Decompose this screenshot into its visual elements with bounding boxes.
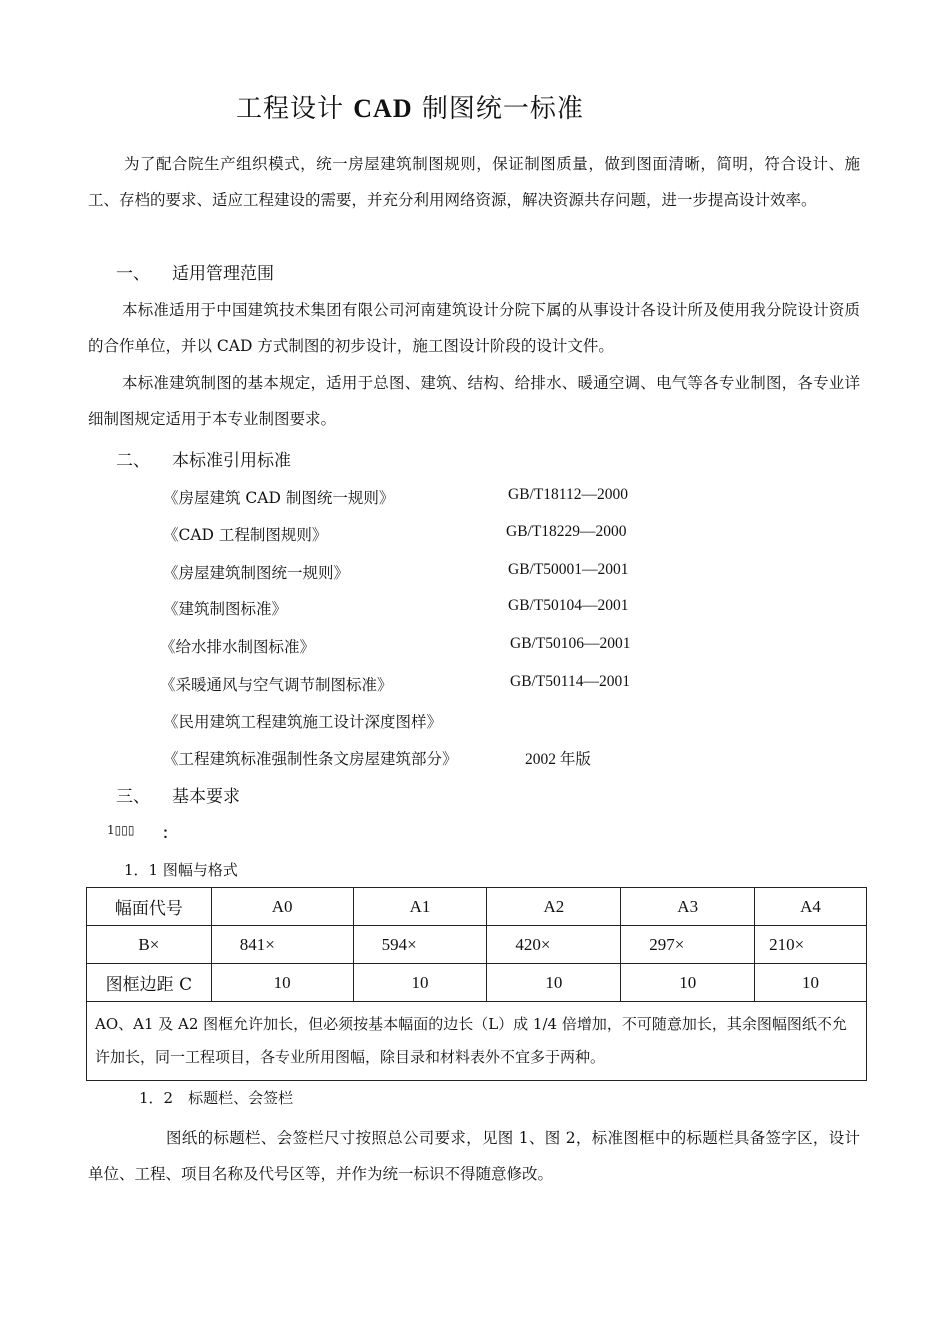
reference-code: GB/T50106—2001	[510, 635, 631, 652]
section-1-paragraph-1: 本标准适用于中国建筑技术集团有限公司河南建筑设计分院下属的从事设计各设计所及使用我分院设计资质的合作单位，并以 CAD 方式制图的初步设计，施工图设计阶段的设计文件。	[88, 301, 860, 355]
reference-title: 《给水排水制图标准》	[160, 638, 316, 656]
table-row	[87, 888, 867, 926]
table-row	[87, 926, 867, 964]
table-cell: 594×	[353, 926, 487, 964]
page-title: 工程设计 CAD 制图统一标准	[236, 94, 584, 124]
reference-code: 2002 年版	[525, 751, 591, 768]
table-cell: 420×	[487, 926, 621, 964]
section-1-number: 一、	[116, 264, 150, 284]
table-cell: A1	[353, 888, 487, 926]
reference-code: GB/T18112—2000	[508, 486, 628, 503]
reference-title: 《工程建筑标准强制性条文房屋建筑部分》	[163, 750, 458, 768]
reference-code: GB/T50001—2001	[508, 561, 629, 578]
table-cell: 10	[353, 964, 487, 1002]
table-cell: 10	[621, 964, 755, 1002]
paper-format-table	[86, 887, 867, 1081]
item-1-2-paragraph: 图纸的标题栏、会签栏尺寸按照总公司要求，见图 1、图 2，标准图框中的标题栏具备签字区，设计单位、工程、项目名称及代号区等，并作为统一标识不得随意修改。	[88, 1129, 860, 1183]
section-1-title: 适用管理范围	[172, 264, 274, 284]
section-1-paragraph-2: 本标准建筑制图的基本规定，适用于总图、建筑、结构、给排水、暖通空调、电气等各专业制图，各专业详细制图规定适用于本专业制图要求。	[88, 374, 860, 428]
section-3-number: 三、	[116, 787, 150, 807]
table-cell: 10	[487, 964, 621, 1002]
reference-code: GB/T50114—2001	[510, 673, 630, 690]
reference-title: 《民用建筑工程建筑施工设计深度图样》	[163, 713, 443, 731]
table-row	[87, 964, 867, 1002]
reference-title: 《建筑制图标准》	[163, 600, 288, 618]
reference-title: 《CAD 工程制图规则》	[163, 526, 328, 544]
item-1-2-heading: 1．2 标题栏、会签栏	[139, 1089, 294, 1107]
table-cell: A3	[621, 888, 755, 926]
table-cell: 幅面代号	[87, 888, 212, 926]
table-cell: 10	[211, 964, 353, 1002]
section-2-number: 二、	[116, 451, 150, 471]
table-note: AO、A1 及 A2 图框允许加长，但必须按基本幅面的边长（L）成 1/4 倍增加，不可随意加长，其余图幅图纸不允许加长，同一工程项目，各专业所用图幅，除目录和材料表外不宜多于两种。	[87, 1002, 867, 1081]
table-cell: A2	[487, 888, 621, 926]
table-row	[87, 1002, 867, 1081]
reference-title: 《采暖通风与空气调节制图标准》	[160, 676, 393, 694]
section-2-title: 本标准引用标准	[172, 451, 291, 471]
table-cell: 210×	[755, 926, 867, 964]
table-cell: A0	[211, 888, 353, 926]
table-cell: A4	[755, 888, 867, 926]
item-1-label: 1▯▯▯	[107, 823, 135, 837]
table-cell: B×	[87, 926, 212, 964]
table-cell: 10	[755, 964, 867, 1002]
reference-code: GB/T50104—2001	[508, 597, 629, 614]
table-cell: 图框边距 C	[87, 964, 212, 1002]
item-1-colon: ：	[162, 824, 178, 842]
section-3-title: 基本要求	[172, 787, 240, 807]
reference-title: 《房屋建筑制图统一规则》	[163, 564, 350, 582]
item-1-1-heading: 1．1 图幅与格式	[124, 861, 238, 879]
reference-title: 《房屋建筑 CAD 制图统一规则》	[163, 489, 395, 507]
table-cell: 841×	[211, 926, 353, 964]
reference-code: GB/T18229—2000	[506, 523, 627, 540]
intro-paragraph: 为了配合院生产组织模式，统一房屋建筑制图规则，保证制图质量，做到图面清晰，简明，符合设计、施工、存档的要求、适应工程建设的需要，并充分利用网络资源，解决资源共存问题，进一步提高设计效率。	[88, 155, 860, 209]
table-cell: 297×	[621, 926, 755, 964]
